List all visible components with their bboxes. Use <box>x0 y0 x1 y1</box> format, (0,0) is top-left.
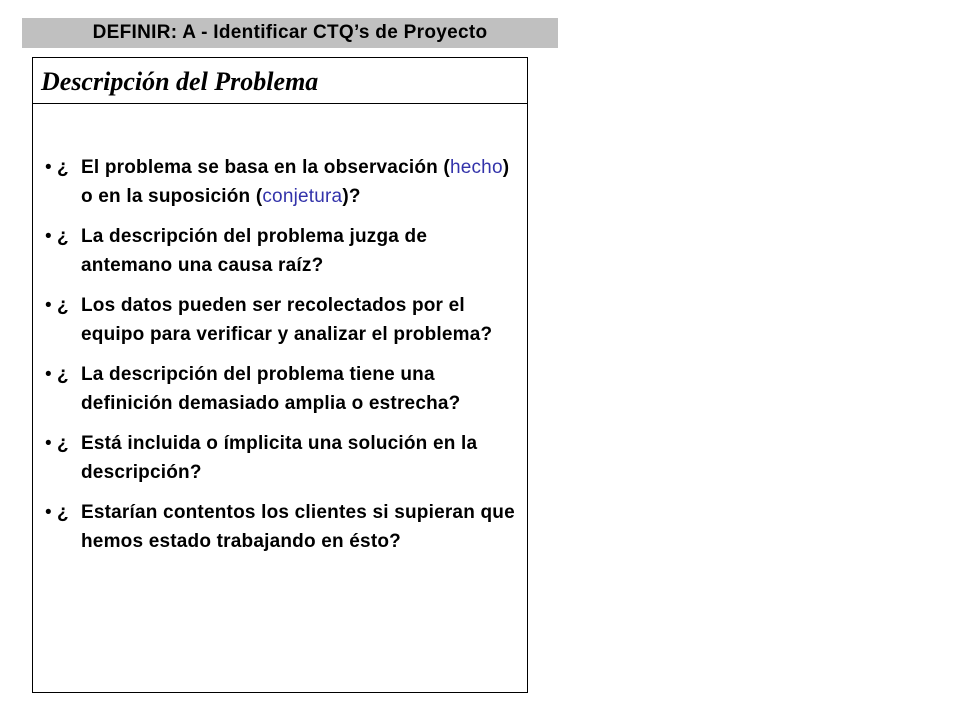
question-lead: ¿ <box>57 364 69 385</box>
question-item <box>43 360 523 418</box>
panel-title: Descripción del Problema <box>33 58 527 104</box>
question-item <box>43 498 523 556</box>
question-text: Los datos pueden ser recolectados por el equipo para verificar y analizar el problema? <box>81 295 493 345</box>
question-item <box>43 153 523 211</box>
bullet-icon: • <box>45 364 52 385</box>
question-item <box>43 291 523 349</box>
question-lead: ¿ <box>57 295 69 316</box>
question-text: )? <box>342 186 361 207</box>
question-text: ( <box>443 157 450 178</box>
bullet-icon: • <box>45 157 52 178</box>
bullet-icon: • <box>45 502 52 523</box>
section-header <box>22 18 558 48</box>
bullet-icon: • <box>45 226 52 247</box>
question-text: ) o en la suposición ( <box>81 157 510 207</box>
section-header-title: DEFINIR: A - Identificar CTQ’s de Proyecto <box>92 22 488 43</box>
question-text: Está incluida o ímplicita una solución en la descripción? <box>81 433 478 483</box>
question-lead: ¿ <box>57 226 69 247</box>
question-text: El problema se basa en la observación <box>81 157 444 178</box>
question-item <box>43 222 523 280</box>
question-text: La descripción del problema tiene una definición demasiado amplia o estrecha? <box>81 364 461 414</box>
question-lead: ¿ <box>57 502 69 523</box>
problem-panel <box>32 57 528 693</box>
question-item <box>43 429 523 487</box>
bullet-icon: • <box>45 295 52 316</box>
question-lead: ¿ <box>57 157 69 178</box>
question-text: La descripción del problema juzga de antemano una causa raíz? <box>81 226 428 276</box>
question-highlight: conjetura <box>262 186 343 207</box>
question-list <box>43 153 523 567</box>
question-highlight: hecho <box>449 157 503 178</box>
bullet-icon: • <box>45 433 52 454</box>
question-text: Estarían contentos los clientes si supieran que hemos estado trabajando en ésto? <box>81 502 515 552</box>
question-lead: ¿ <box>57 433 69 454</box>
